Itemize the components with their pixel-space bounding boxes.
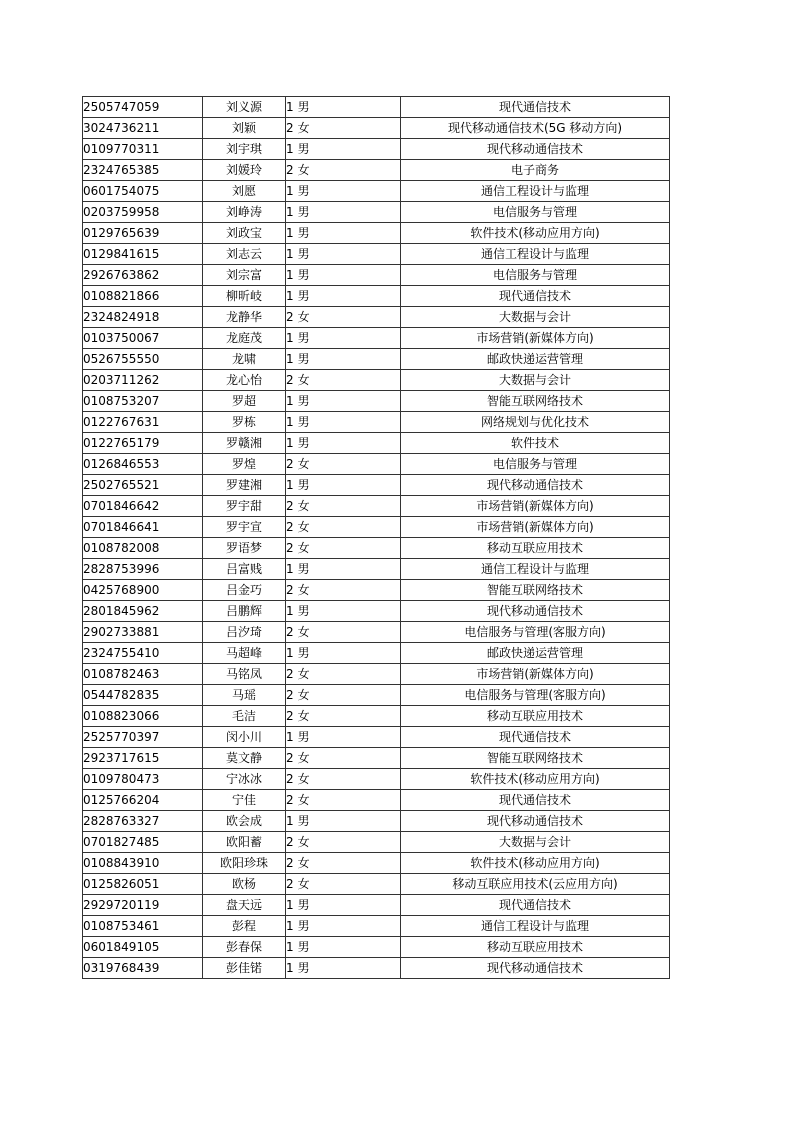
gender-label: 男 xyxy=(297,562,310,576)
student-name-cell: 马超峰 xyxy=(203,643,286,664)
gender-code: 1 xyxy=(286,919,294,933)
student-name-cell: 柳昕岐 xyxy=(203,286,286,307)
gender-label: 男 xyxy=(297,247,310,261)
student-id-cell: 0601849105 xyxy=(83,937,203,958)
student-id-cell: 0701827485 xyxy=(83,832,203,853)
student-roster-table xyxy=(82,96,670,979)
gender-code: 2 xyxy=(286,793,294,807)
table-row xyxy=(83,97,670,118)
student-name-cell: 罗建湘 xyxy=(203,475,286,496)
student-name-cell: 吕富贱 xyxy=(203,559,286,580)
gender-code: 2 xyxy=(286,310,294,324)
gender-label: 男 xyxy=(297,289,310,303)
gender-code: 2 xyxy=(286,856,294,870)
gender-cell xyxy=(286,391,401,412)
major-cell: 电信服务与管理 xyxy=(401,454,670,475)
student-id-cell: 0319768439 xyxy=(83,958,203,979)
table-row xyxy=(83,328,670,349)
student-id-cell: 2324824918 xyxy=(83,307,203,328)
gender-cell xyxy=(286,349,401,370)
student-name-cell: 宁佳 xyxy=(203,790,286,811)
gender-label: 女 xyxy=(297,583,310,597)
table-row xyxy=(83,244,670,265)
gender-code: 1 xyxy=(286,226,294,240)
gender-cell xyxy=(286,790,401,811)
gender-cell xyxy=(286,895,401,916)
gender-cell xyxy=(286,496,401,517)
gender-cell xyxy=(286,139,401,160)
gender-cell xyxy=(286,685,401,706)
student-name-cell: 刘颖 xyxy=(203,118,286,139)
gender-cell xyxy=(286,769,401,790)
gender-code: 2 xyxy=(286,373,294,387)
major-cell: 现代移动通信技术 xyxy=(401,601,670,622)
table-row xyxy=(83,685,670,706)
major-cell: 通信工程设计与监理 xyxy=(401,181,670,202)
gender-cell xyxy=(286,328,401,349)
gender-label: 女 xyxy=(297,373,310,387)
major-cell: 大数据与会计 xyxy=(401,307,670,328)
gender-label: 男 xyxy=(297,478,310,492)
student-name-cell: 刘愿 xyxy=(203,181,286,202)
table-row xyxy=(83,118,670,139)
gender-label: 男 xyxy=(297,268,310,282)
gender-code: 1 xyxy=(286,478,294,492)
student-name-cell: 吕汐琦 xyxy=(203,622,286,643)
gender-label: 男 xyxy=(297,961,310,975)
gender-label: 女 xyxy=(297,709,310,723)
gender-code: 2 xyxy=(286,457,294,471)
gender-code: 2 xyxy=(286,709,294,723)
major-cell: 现代移动通信技术 xyxy=(401,811,670,832)
student-id-cell: 0203711262 xyxy=(83,370,203,391)
gender-code: 2 xyxy=(286,772,294,786)
gender-label: 男 xyxy=(297,940,310,954)
student-id-cell: 0109780473 xyxy=(83,769,203,790)
student-name-cell: 彭佳锘 xyxy=(203,958,286,979)
student-name-cell: 欧阳珍珠 xyxy=(203,853,286,874)
gender-label: 女 xyxy=(297,499,310,513)
gender-code: 1 xyxy=(286,646,294,660)
student-id-cell: 0129765639 xyxy=(83,223,203,244)
student-name-cell: 欧杨 xyxy=(203,874,286,895)
student-id-cell: 0601754075 xyxy=(83,181,203,202)
major-cell: 软件技术(移动应用方向) xyxy=(401,769,670,790)
student-id-cell: 0125766204 xyxy=(83,790,203,811)
gender-label: 女 xyxy=(297,625,310,639)
gender-code: 1 xyxy=(286,142,294,156)
student-id-cell: 0108821866 xyxy=(83,286,203,307)
gender-code: 1 xyxy=(286,247,294,261)
table-row xyxy=(83,727,670,748)
gender-label: 男 xyxy=(297,814,310,828)
gender-code: 2 xyxy=(286,583,294,597)
gender-code: 1 xyxy=(286,415,294,429)
gender-code: 2 xyxy=(286,751,294,765)
table-row xyxy=(83,139,670,160)
student-id-cell: 0526755550 xyxy=(83,349,203,370)
gender-code: 2 xyxy=(286,667,294,681)
gender-label: 男 xyxy=(297,352,310,366)
student-name-cell: 刘宇琪 xyxy=(203,139,286,160)
table-row xyxy=(83,454,670,475)
student-id-cell: 0108753461 xyxy=(83,916,203,937)
gender-label: 男 xyxy=(297,604,310,618)
gender-label: 男 xyxy=(297,436,310,450)
gender-label: 男 xyxy=(297,394,310,408)
gender-code: 2 xyxy=(286,541,294,555)
major-cell: 邮政快递运营管理 xyxy=(401,643,670,664)
gender-cell xyxy=(286,433,401,454)
gender-cell xyxy=(286,874,401,895)
gender-label: 男 xyxy=(297,100,310,114)
table-row xyxy=(83,265,670,286)
student-name-cell: 欧阳蓄 xyxy=(203,832,286,853)
gender-cell xyxy=(286,727,401,748)
table-row xyxy=(83,580,670,601)
major-cell: 电信服务与管理 xyxy=(401,202,670,223)
gender-cell xyxy=(286,916,401,937)
gender-label: 女 xyxy=(297,310,310,324)
gender-code: 1 xyxy=(286,814,294,828)
gender-label: 男 xyxy=(297,919,310,933)
gender-cell xyxy=(286,475,401,496)
gender-cell xyxy=(286,307,401,328)
gender-label: 女 xyxy=(297,457,310,471)
student-name-cell: 龙庭茂 xyxy=(203,328,286,349)
student-name-cell: 罗赣湘 xyxy=(203,433,286,454)
table-row xyxy=(83,538,670,559)
student-id-cell: 0108782463 xyxy=(83,664,203,685)
gender-code: 1 xyxy=(286,940,294,954)
table-row xyxy=(83,307,670,328)
student-id-cell: 2801845962 xyxy=(83,601,203,622)
gender-cell xyxy=(286,454,401,475)
table-row xyxy=(83,811,670,832)
table-row xyxy=(83,181,670,202)
table-row xyxy=(83,517,670,538)
major-cell: 软件技术 xyxy=(401,433,670,454)
table-row xyxy=(83,433,670,454)
gender-code: 2 xyxy=(286,625,294,639)
student-id-cell: 0701846641 xyxy=(83,517,203,538)
gender-label: 女 xyxy=(297,793,310,807)
gender-code: 1 xyxy=(286,394,294,408)
major-cell: 现代通信技术 xyxy=(401,790,670,811)
gender-cell xyxy=(286,622,401,643)
gender-label: 女 xyxy=(297,772,310,786)
gender-cell xyxy=(286,664,401,685)
student-name-cell: 罗超 xyxy=(203,391,286,412)
gender-code: 1 xyxy=(286,289,294,303)
gender-cell xyxy=(286,517,401,538)
gender-cell xyxy=(286,853,401,874)
gender-code: 2 xyxy=(286,688,294,702)
table-row xyxy=(83,958,670,979)
student-name-cell: 彭春保 xyxy=(203,937,286,958)
gender-cell xyxy=(286,223,401,244)
student-name-cell: 刘志云 xyxy=(203,244,286,265)
major-cell: 现代通信技术 xyxy=(401,895,670,916)
student-id-cell: 0203759958 xyxy=(83,202,203,223)
major-cell: 现代移动通信技术 xyxy=(401,139,670,160)
major-cell: 现代移动通信技术 xyxy=(401,475,670,496)
table-row xyxy=(83,349,670,370)
student-name-cell: 罗煌 xyxy=(203,454,286,475)
gender-label: 男 xyxy=(297,898,310,912)
student-id-cell: 3024736211 xyxy=(83,118,203,139)
gender-label: 女 xyxy=(297,751,310,765)
student-id-cell: 0109770311 xyxy=(83,139,203,160)
gender-code: 2 xyxy=(286,877,294,891)
gender-label: 女 xyxy=(297,835,310,849)
major-cell: 现代通信技术 xyxy=(401,727,670,748)
student-name-cell: 吕鹏辉 xyxy=(203,601,286,622)
student-id-cell: 2828763327 xyxy=(83,811,203,832)
gender-label: 男 xyxy=(297,184,310,198)
student-id-cell: 0108753207 xyxy=(83,391,203,412)
major-cell: 通信工程设计与监理 xyxy=(401,916,670,937)
student-name-cell: 罗栋 xyxy=(203,412,286,433)
gender-label: 男 xyxy=(297,205,310,219)
student-id-cell: 2502765521 xyxy=(83,475,203,496)
student-id-cell: 0108823066 xyxy=(83,706,203,727)
student-name-cell: 刘峥涛 xyxy=(203,202,286,223)
table-row xyxy=(83,706,670,727)
student-id-cell: 0108843910 xyxy=(83,853,203,874)
student-name-cell: 罗语梦 xyxy=(203,538,286,559)
gender-cell xyxy=(286,244,401,265)
gender-label: 男 xyxy=(297,331,310,345)
gender-cell xyxy=(286,97,401,118)
student-name-cell: 毛洁 xyxy=(203,706,286,727)
major-cell: 电信服务与管理(客服方向) xyxy=(401,685,670,706)
gender-code: 2 xyxy=(286,520,294,534)
gender-label: 女 xyxy=(297,688,310,702)
gender-label: 女 xyxy=(297,856,310,870)
gender-label: 男 xyxy=(297,142,310,156)
major-cell: 软件技术(移动应用方向) xyxy=(401,223,670,244)
table-row xyxy=(83,370,670,391)
gender-cell xyxy=(286,181,401,202)
student-name-cell: 龙啸 xyxy=(203,349,286,370)
table-row xyxy=(83,601,670,622)
table-row xyxy=(83,223,670,244)
table-row xyxy=(83,790,670,811)
table-row xyxy=(83,769,670,790)
table-row xyxy=(83,496,670,517)
major-cell: 智能互联网络技术 xyxy=(401,748,670,769)
gender-label: 女 xyxy=(297,667,310,681)
major-cell: 移动互联应用技术 xyxy=(401,937,670,958)
student-id-cell: 2902733881 xyxy=(83,622,203,643)
student-id-cell: 2324765385 xyxy=(83,160,203,181)
major-cell: 通信工程设计与监理 xyxy=(401,244,670,265)
gender-code: 1 xyxy=(286,331,294,345)
student-id-cell: 2505747059 xyxy=(83,97,203,118)
gender-code: 1 xyxy=(286,436,294,450)
student-id-cell: 2929720119 xyxy=(83,895,203,916)
table-row xyxy=(83,412,670,433)
gender-code: 2 xyxy=(286,499,294,513)
major-cell: 移动互联应用技术 xyxy=(401,706,670,727)
major-cell: 现代移动通信技术 xyxy=(401,958,670,979)
student-name-cell: 龙静华 xyxy=(203,307,286,328)
gender-code: 1 xyxy=(286,730,294,744)
table-row xyxy=(83,475,670,496)
student-name-cell: 刘宗富 xyxy=(203,265,286,286)
table-row xyxy=(83,895,670,916)
gender-label: 女 xyxy=(297,520,310,534)
gender-cell xyxy=(286,265,401,286)
major-cell: 邮政快递运营管理 xyxy=(401,349,670,370)
gender-label: 女 xyxy=(297,121,310,135)
student-id-cell: 2926763862 xyxy=(83,265,203,286)
table-row xyxy=(83,916,670,937)
roster-body xyxy=(83,97,670,979)
student-id-cell: 0103750067 xyxy=(83,328,203,349)
major-cell: 软件技术(移动应用方向) xyxy=(401,853,670,874)
gender-cell xyxy=(286,832,401,853)
student-id-cell: 0701846642 xyxy=(83,496,203,517)
major-cell: 移动互联应用技术 xyxy=(401,538,670,559)
gender-code: 1 xyxy=(286,352,294,366)
student-name-cell: 莫文静 xyxy=(203,748,286,769)
gender-cell xyxy=(286,370,401,391)
gender-label: 女 xyxy=(297,877,310,891)
gender-code: 1 xyxy=(286,184,294,198)
major-cell: 移动互联应用技术(云应用方向) xyxy=(401,874,670,895)
student-id-cell: 0122767631 xyxy=(83,412,203,433)
major-cell: 电信服务与管理 xyxy=(401,265,670,286)
gender-code: 1 xyxy=(286,604,294,618)
student-id-cell: 2525770397 xyxy=(83,727,203,748)
table-row xyxy=(83,622,670,643)
student-id-cell: 0544782835 xyxy=(83,685,203,706)
student-name-cell: 盘天远 xyxy=(203,895,286,916)
gender-label: 女 xyxy=(297,163,310,177)
student-name-cell: 马铭凤 xyxy=(203,664,286,685)
major-cell: 通信工程设计与监理 xyxy=(401,559,670,580)
student-name-cell: 龙心怡 xyxy=(203,370,286,391)
student-name-cell: 罗宇宣 xyxy=(203,517,286,538)
gender-cell xyxy=(286,160,401,181)
gender-code: 1 xyxy=(286,100,294,114)
student-id-cell: 2324755410 xyxy=(83,643,203,664)
student-name-cell: 欧会成 xyxy=(203,811,286,832)
gender-code: 1 xyxy=(286,562,294,576)
student-id-cell: 2828753996 xyxy=(83,559,203,580)
major-cell: 市场营销(新媒体方向) xyxy=(401,496,670,517)
student-name-cell: 刘媛玲 xyxy=(203,160,286,181)
major-cell: 智能互联网络技术 xyxy=(401,580,670,601)
student-name-cell: 闵小川 xyxy=(203,727,286,748)
gender-cell xyxy=(286,202,401,223)
gender-cell xyxy=(286,811,401,832)
student-id-cell: 0126846553 xyxy=(83,454,203,475)
major-cell: 智能互联网络技术 xyxy=(401,391,670,412)
student-id-cell: 2923717615 xyxy=(83,748,203,769)
table-row xyxy=(83,202,670,223)
gender-code: 1 xyxy=(286,961,294,975)
major-cell: 市场营销(新媒体方向) xyxy=(401,517,670,538)
table-row xyxy=(83,664,670,685)
major-cell: 现代通信技术 xyxy=(401,286,670,307)
student-name-cell: 刘政宝 xyxy=(203,223,286,244)
student-name-cell: 宁冰冰 xyxy=(203,769,286,790)
gender-cell xyxy=(286,643,401,664)
roster-page xyxy=(82,96,669,979)
major-cell: 现代通信技术 xyxy=(401,97,670,118)
student-id-cell: 0122765179 xyxy=(83,433,203,454)
student-id-cell: 0129841615 xyxy=(83,244,203,265)
gender-cell xyxy=(286,748,401,769)
gender-code: 2 xyxy=(286,163,294,177)
student-id-cell: 0108782008 xyxy=(83,538,203,559)
table-row xyxy=(83,643,670,664)
table-row xyxy=(83,832,670,853)
table-row xyxy=(83,286,670,307)
gender-cell xyxy=(286,412,401,433)
table-row xyxy=(83,748,670,769)
table-row xyxy=(83,559,670,580)
gender-cell xyxy=(286,538,401,559)
gender-code: 1 xyxy=(286,205,294,219)
gender-cell xyxy=(286,559,401,580)
major-cell: 现代移动通信技术(5G 移动方向) xyxy=(401,118,670,139)
gender-code: 2 xyxy=(286,835,294,849)
table-row xyxy=(83,160,670,181)
gender-code: 2 xyxy=(286,121,294,135)
gender-label: 男 xyxy=(297,415,310,429)
gender-cell xyxy=(286,706,401,727)
student-id-cell: 0425768900 xyxy=(83,580,203,601)
table-row xyxy=(83,853,670,874)
gender-label: 男 xyxy=(297,226,310,240)
table-row xyxy=(83,874,670,895)
gender-cell xyxy=(286,958,401,979)
student-name-cell: 马瑶 xyxy=(203,685,286,706)
gender-label: 男 xyxy=(297,730,310,744)
gender-cell xyxy=(286,118,401,139)
major-cell: 电子商务 xyxy=(401,160,670,181)
major-cell: 电信服务与管理(客服方向) xyxy=(401,622,670,643)
student-id-cell: 0125826051 xyxy=(83,874,203,895)
gender-cell xyxy=(286,601,401,622)
major-cell: 市场营销(新媒体方向) xyxy=(401,664,670,685)
student-name-cell: 吕金巧 xyxy=(203,580,286,601)
gender-label: 女 xyxy=(297,541,310,555)
major-cell: 大数据与会计 xyxy=(401,832,670,853)
gender-cell xyxy=(286,580,401,601)
student-name-cell: 刘义源 xyxy=(203,97,286,118)
major-cell: 大数据与会计 xyxy=(401,370,670,391)
table-row xyxy=(83,391,670,412)
gender-code: 1 xyxy=(286,268,294,282)
student-name-cell: 彭程 xyxy=(203,916,286,937)
gender-label: 男 xyxy=(297,646,310,660)
table-row xyxy=(83,937,670,958)
major-cell: 市场营销(新媒体方向) xyxy=(401,328,670,349)
gender-cell xyxy=(286,937,401,958)
gender-code: 1 xyxy=(286,898,294,912)
gender-cell xyxy=(286,286,401,307)
student-name-cell: 罗宇甜 xyxy=(203,496,286,517)
major-cell: 网络规划与优化技术 xyxy=(401,412,670,433)
